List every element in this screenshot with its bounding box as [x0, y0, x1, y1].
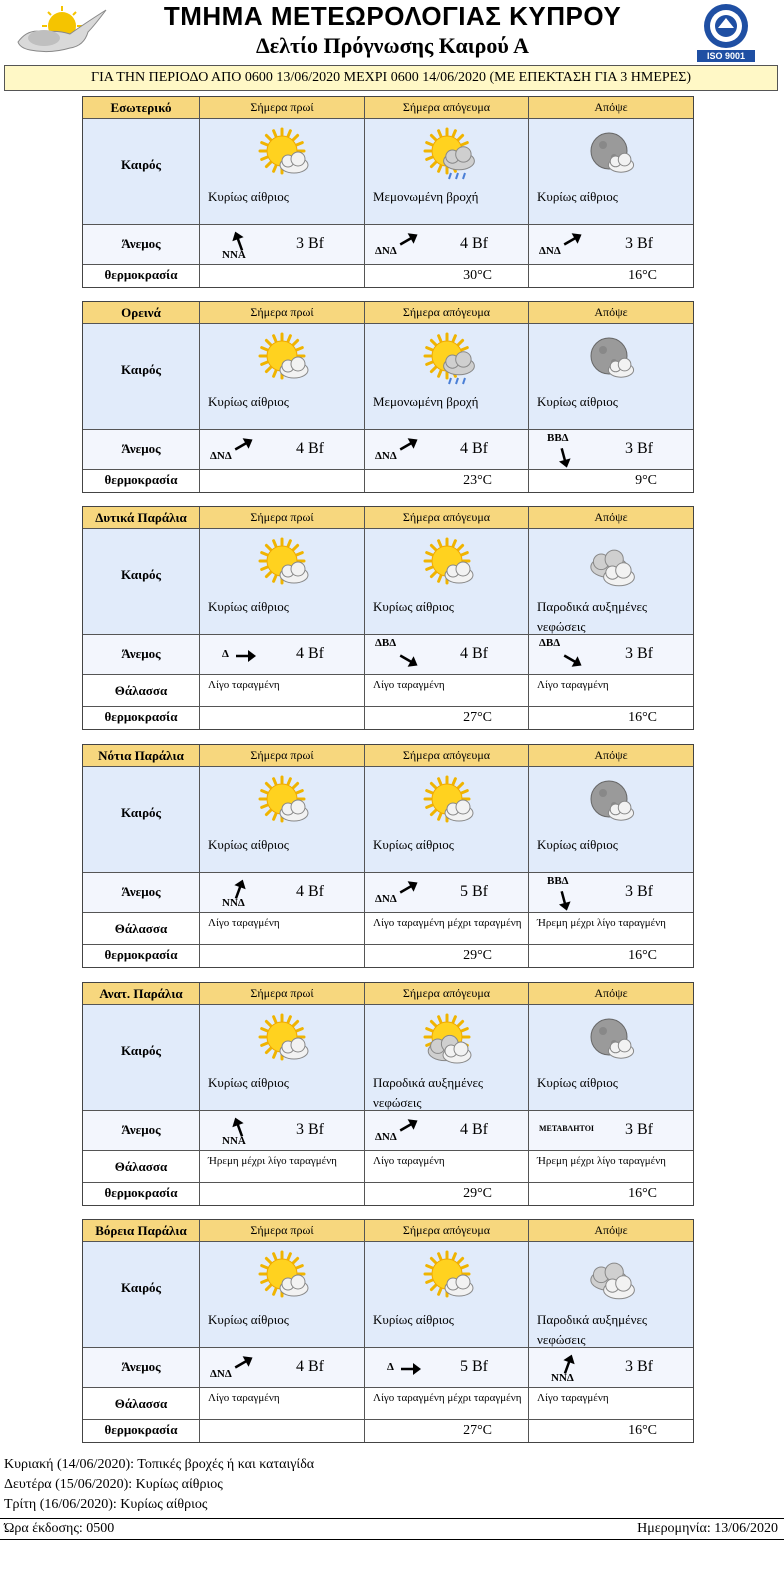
outlook — [4, 1455, 780, 1515]
wind-direction: ΔΒΔ — [375, 637, 397, 649]
wind-arrow-icon — [551, 887, 577, 913]
period-morning: Σήμερα πρωί — [200, 97, 365, 118]
sea-state: Λίγο ταραγμένη — [208, 679, 280, 691]
wind-cell — [200, 635, 365, 674]
temperature-value: 16°C — [628, 1423, 657, 1438]
sea-state: Ήρεμη μέχρι λίγο ταραγμένη — [537, 1155, 666, 1167]
sea-label: Θάλασσα — [83, 675, 200, 706]
temperature-label: θερμοκρασία — [83, 707, 200, 729]
wind-cell — [365, 873, 529, 912]
weather-cell — [529, 1005, 693, 1110]
outlook-line: Κυριακή (14/06/2020): Τοπικές βροχές ή και καταιγίδα — [4, 1457, 315, 1472]
wind-direction: ΒΒΔ — [547, 432, 569, 444]
period-night: Απόψε — [594, 305, 628, 319]
wind-direction: ΔΝΔ — [375, 1131, 397, 1143]
sun-cloud-icon — [252, 1013, 316, 1069]
sea-cell — [529, 1388, 693, 1419]
weather-text: Παροδικά αυξημένες νεφώσεις — [373, 1075, 484, 1110]
temperature-value: 27°C — [365, 1420, 529, 1442]
wind-direction: ΒΒΔ — [547, 875, 569, 887]
temperature-value: 27°C — [365, 707, 529, 729]
weather-text: Κυρίως αίθριος — [537, 189, 618, 204]
wind-force: 4 Bf — [296, 440, 324, 457]
wind-cell — [529, 873, 693, 912]
wind-direction: ΝΝΔ — [222, 897, 245, 909]
page-header — [0, 0, 784, 62]
wind-cell — [365, 430, 529, 469]
weather-row — [83, 119, 693, 225]
issue-time: Ώρα έκδοσης: 0500 — [4, 1521, 115, 1536]
weather-text: Κυρίως αίθριος — [537, 394, 618, 409]
temperature-row — [83, 945, 693, 967]
temperature-label: θερμοκρασία — [83, 945, 200, 967]
wind-row — [83, 430, 693, 470]
sea-label: Θάλασσα — [83, 1151, 200, 1182]
weather-cell — [200, 1242, 365, 1347]
sea-cell — [365, 1388, 529, 1419]
temperature-value: 16°C — [628, 948, 657, 963]
weather-text: Μεμονωμένη βροχή — [373, 394, 479, 409]
weather-text: Κυρίως αίθριος — [537, 1075, 618, 1090]
region-table — [82, 744, 694, 968]
temperature-value: 16°C — [628, 268, 657, 283]
weather-text: Κυρίως αίθριος — [373, 1312, 454, 1327]
weather-cell — [365, 119, 529, 224]
temperature-row — [83, 707, 693, 729]
weather-row — [83, 529, 693, 635]
sun-cloud-icon — [417, 1250, 481, 1306]
sea-state: Ήρεμη μέχρι λίγο ταραγμένη — [537, 917, 666, 929]
weather-cell — [529, 767, 693, 872]
weather-row — [83, 1242, 693, 1348]
wind-direction: ΝΝΔ — [551, 1372, 574, 1384]
period-night: Απόψε — [594, 748, 628, 762]
region-header-row — [83, 983, 693, 1005]
sea-cell — [200, 1388, 365, 1419]
temperature-empty — [200, 265, 365, 287]
wind-row — [83, 225, 693, 265]
sun-clouds-icon — [417, 1013, 481, 1069]
wind-force: 3 Bf — [625, 235, 653, 252]
wind-row — [83, 1348, 693, 1388]
issue-date: Ημερομηνία: 13/06/2020 — [637, 1521, 778, 1536]
wind-cell — [200, 873, 365, 912]
sun-cloud-icon — [252, 127, 316, 183]
moon-cloud-icon — [581, 1013, 645, 1069]
sun-rain-icon — [417, 332, 481, 388]
wind-force: 4 Bf — [460, 1121, 488, 1138]
period-afternoon: Σήμερα απόγευμα — [365, 983, 529, 1004]
sea-label: Θάλασσα — [83, 1388, 200, 1419]
period-morning: Σήμερα πρωί — [200, 983, 365, 1004]
wind-force: 4 Bf — [460, 645, 488, 662]
weather-cell — [365, 1242, 529, 1347]
temperature-row — [83, 1183, 693, 1205]
wind-row — [83, 635, 693, 675]
page-title: ΤΜΗΜΑ ΜΕΤΕΩΡΟΛΟΓΙΑΣ ΚΥΠΡΟΥ — [163, 1, 622, 31]
wind-label: Άνεμος — [83, 225, 200, 264]
weather-text: Κυρίως αίθριος — [537, 837, 618, 852]
period-afternoon: Σήμερα απόγευμα — [365, 97, 529, 118]
sea-cell — [200, 675, 365, 706]
wind-direction: ΔΝΔ — [375, 893, 397, 905]
sea-row — [83, 675, 693, 707]
sea-state: Λίγο ταραγμένη — [373, 679, 445, 691]
wind-cell — [529, 1348, 693, 1387]
wind-arrow-icon — [230, 432, 256, 458]
weather-row — [83, 767, 693, 873]
sea-cell — [200, 913, 365, 944]
temperature-empty — [200, 1420, 365, 1442]
temperature-value: 30°C — [365, 265, 529, 287]
wind-direction: ΔΒΔ — [539, 637, 561, 649]
period-night: Απόψε — [594, 1223, 628, 1237]
weather-row — [83, 324, 693, 430]
wind-force: 4 Bf — [296, 883, 324, 900]
weather-cell — [529, 529, 693, 634]
sea-state: Ήρεμη μέχρι λίγο ταραγμένη — [208, 1155, 337, 1167]
wind-direction: ΜΕΤΑΒΛΗΤΟΙ — [539, 1124, 595, 1133]
region-header-row — [83, 97, 693, 119]
sea-row — [83, 1151, 693, 1183]
weather-row — [83, 1005, 693, 1111]
temperature-value: 23°C — [365, 470, 529, 492]
weather-cell — [200, 119, 365, 224]
outlook-line: Δευτέρα (15/06/2020): Κυρίως αίθριος — [4, 1477, 223, 1492]
weather-cell — [365, 1005, 529, 1110]
wind-cell — [365, 635, 529, 674]
region-header-row — [83, 507, 693, 529]
wind-cell — [200, 1348, 365, 1387]
issue-bar — [0, 1518, 784, 1540]
region-name: Εσωτερικό — [83, 97, 200, 118]
wind-cell — [529, 225, 693, 264]
temperature-row — [83, 265, 693, 287]
weather-label: Καιρός — [83, 529, 200, 634]
period-afternoon: Σήμερα απόγευμα — [365, 507, 529, 528]
weather-label: Καιρός — [83, 767, 200, 872]
sea-cell — [200, 1151, 365, 1182]
sun-cloud-icon — [252, 1250, 316, 1306]
weather-label: Καιρός — [83, 324, 200, 429]
weather-cell — [365, 529, 529, 634]
wind-direction: ΔΝΔ — [539, 245, 561, 257]
weather-cell — [200, 529, 365, 634]
weather-text: Κυρίως αίθριος — [373, 837, 454, 852]
wind-arrow-icon — [395, 432, 421, 458]
wind-cell — [365, 225, 529, 264]
sea-cell — [365, 913, 529, 944]
temperature-value: 29°C — [365, 1183, 529, 1205]
weather-label: Καιρός — [83, 1242, 200, 1347]
period-morning: Σήμερα πρωί — [200, 745, 365, 766]
wind-arrow-icon — [395, 227, 421, 253]
wind-direction: ΔΝΔ — [375, 450, 397, 462]
temperature-label: θερμοκρασία — [83, 265, 200, 287]
sun-cloud-icon — [252, 775, 316, 831]
wind-cell — [365, 1111, 529, 1150]
period-night: Απόψε — [594, 510, 628, 524]
region-table — [82, 301, 694, 493]
sea-cell — [529, 913, 693, 944]
temperature-row — [83, 1420, 693, 1442]
region-name: Βόρεια Παράλια — [83, 1220, 200, 1241]
wind-arrow-icon — [230, 1350, 256, 1376]
sea-cell — [529, 1151, 693, 1182]
wind-cell — [529, 1111, 693, 1150]
wind-arrow-icon — [395, 647, 421, 673]
clouds-icon — [581, 1250, 645, 1306]
temperature-value: 29°C — [365, 945, 529, 967]
wind-force: 4 Bf — [460, 440, 488, 457]
period-afternoon: Σήμερα απόγευμα — [365, 745, 529, 766]
wind-force: 3 Bf — [625, 440, 653, 457]
weather-text: Μεμονωμένη βροχή — [373, 189, 479, 204]
wind-force: 4 Bf — [296, 645, 324, 662]
wind-cell — [200, 225, 365, 264]
weather-cell — [529, 324, 693, 429]
wind-force: 3 Bf — [625, 883, 653, 900]
wind-force: 5 Bf — [460, 883, 488, 900]
region-name: Ορεινά — [83, 302, 200, 323]
region-table — [82, 506, 694, 730]
wind-arrow-icon — [559, 647, 585, 673]
wind-row — [83, 873, 693, 913]
period-morning: Σήμερα πρωί — [200, 507, 365, 528]
weather-text: Κυρίως αίθριος — [208, 1312, 289, 1327]
weather-cell — [200, 1005, 365, 1110]
weather-text: Παροδικά αυξημένες νεφώσεις — [537, 599, 648, 634]
sun-cloud-icon — [417, 775, 481, 831]
sea-state: Λίγο ταραγμένη — [208, 1392, 280, 1404]
period-night: Απόψε — [594, 986, 628, 1000]
sea-state: Λίγο ταραγμένη — [537, 679, 609, 691]
wind-arrow-icon — [559, 227, 585, 253]
sea-label: Θάλασσα — [83, 913, 200, 944]
temperature-empty — [200, 1183, 365, 1205]
wind-force: 3 Bf — [296, 235, 324, 252]
sun-cloud-icon — [252, 332, 316, 388]
weather-text: Κυρίως αίθριος — [373, 599, 454, 614]
sea-cell — [365, 675, 529, 706]
sea-row — [83, 1388, 693, 1420]
weather-cell — [529, 119, 693, 224]
temperature-label: θερμοκρασία — [83, 1420, 200, 1442]
temperature-label: θερμοκρασία — [83, 470, 200, 492]
wind-force: 3 Bf — [625, 645, 653, 662]
temperature-value: 16°C — [628, 1186, 657, 1201]
weather-text: Κυρίως αίθριος — [208, 1075, 289, 1090]
temperature-empty — [200, 707, 365, 729]
wind-label: Άνεμος — [83, 635, 200, 674]
wind-label: Άνεμος — [83, 430, 200, 469]
outlook-line: Τρίτη (16/06/2020): Κυρίως αίθριος — [4, 1497, 208, 1512]
sea-cell — [365, 1151, 529, 1182]
wind-direction: ΔΝΔ — [210, 1368, 232, 1380]
sea-state: Λίγο ταραγμένη — [373, 1155, 445, 1167]
period-morning: Σήμερα πρωί — [200, 302, 365, 323]
weather-text: Κυρίως αίθριος — [208, 837, 289, 852]
weather-text: Κυρίως αίθριος — [208, 189, 289, 204]
weather-label: Καιρός — [83, 119, 200, 224]
sea-row — [83, 913, 693, 945]
region-header-row — [83, 745, 693, 767]
wind-arrow-icon — [395, 1113, 421, 1139]
wind-label: Άνεμος — [83, 1348, 200, 1387]
wind-cell — [200, 430, 365, 469]
temperature-empty — [200, 945, 365, 967]
weather-cell — [200, 767, 365, 872]
wind-force: 3 Bf — [625, 1121, 653, 1138]
sun-cloud-icon — [252, 537, 316, 593]
iso-badge: ISO 9001 — [697, 50, 755, 62]
wind-force: 4 Bf — [460, 235, 488, 252]
wind-cell — [200, 1111, 365, 1150]
page-subtitle: Δελτίο Πρόγνωσης Καιρού Α — [256, 33, 529, 58]
sea-state: Λίγο ταραγμένη μέχρι ταραγμένη — [373, 1392, 522, 1404]
sea-state: Λίγο ταραγμένη — [537, 1392, 609, 1404]
moon-cloud-icon — [581, 775, 645, 831]
wind-arrow-icon — [395, 875, 421, 901]
wind-direction: Δ — [387, 1361, 394, 1373]
wind-force: 5 Bf — [460, 1358, 488, 1375]
period-afternoon: Σήμερα απόγευμα — [365, 1220, 529, 1241]
wind-force: 3 Bf — [296, 1121, 324, 1138]
region-header-row — [83, 302, 693, 324]
wind-label: Άνεμος — [83, 873, 200, 912]
moon-cloud-icon — [581, 332, 645, 388]
region-table — [82, 982, 694, 1206]
sea-state: Λίγο ταραγμένη μέχρι ταραγμένη — [373, 917, 522, 929]
wind-arrow-icon — [551, 444, 577, 470]
region-name: Δυτικά Παράλια — [83, 507, 200, 528]
cyprus-map-sun-logo — [14, 2, 110, 60]
sea-state: Λίγο ταραγμένη — [208, 917, 280, 929]
wind-force: 3 Bf — [625, 1358, 653, 1375]
temperature-value: 16°C — [628, 710, 657, 725]
period-night: Απόψε — [594, 100, 628, 114]
period-afternoon: Σήμερα απόγευμα — [365, 302, 529, 323]
weather-cell — [365, 324, 529, 429]
sea-cell — [529, 675, 693, 706]
sun-rain-icon — [417, 127, 481, 183]
wind-arrow-icon — [232, 643, 258, 669]
temperature-label: θερμοκρασία — [83, 1183, 200, 1205]
region-name: Νότια Παράλια — [83, 745, 200, 766]
weather-cell — [529, 1242, 693, 1347]
temperature-row — [83, 470, 693, 492]
period-morning: Σήμερα πρωί — [200, 1220, 365, 1241]
temperature-value: 9°C — [635, 473, 657, 488]
wind-direction: ΝΝΑ — [222, 1135, 246, 1147]
temperature-empty — [200, 470, 365, 492]
weather-text: Κυρίως αίθριος — [208, 599, 289, 614]
wind-force: 4 Bf — [296, 1358, 324, 1375]
region-table — [82, 96, 694, 288]
wind-direction: ΝΝΑ — [222, 249, 246, 261]
region-name: Ανατ. Παράλια — [83, 983, 200, 1004]
wind-direction: ΔΝΔ — [210, 450, 232, 462]
weather-cell — [200, 324, 365, 429]
sun-cloud-icon — [417, 537, 481, 593]
region-table — [82, 1219, 694, 1443]
wind-label: Άνεμος — [83, 1111, 200, 1150]
weather-cell — [365, 767, 529, 872]
wind-row — [83, 1111, 693, 1151]
weather-label: Καιρός — [83, 1005, 200, 1110]
weather-text: Παροδικά αυξημένες νεφώσεις — [537, 1312, 648, 1347]
wind-cell — [365, 1348, 529, 1387]
wind-cell — [529, 430, 693, 469]
forecast-period: ΓΙΑ ΤΗΝ ΠΕΡΙΟΔΟ ΑΠΟ 0600 13/06/2020 ΜΕΧΡΙ 0600 14/06/2020 (ΜΕ ΕΠΕΚΤΑΣΗ ΓΙΑ 3 ΗΜΕΡΕΣ) — [4, 65, 778, 91]
wind-arrow-icon — [397, 1356, 423, 1382]
weather-text: Κυρίως αίθριος — [208, 394, 289, 409]
moon-cloud-icon — [581, 127, 645, 183]
wind-direction: ΔΝΔ — [375, 245, 397, 257]
wind-direction: Δ — [222, 648, 229, 660]
region-header-row — [83, 1220, 693, 1242]
wind-cell — [529, 635, 693, 674]
clouds-icon — [581, 537, 645, 593]
